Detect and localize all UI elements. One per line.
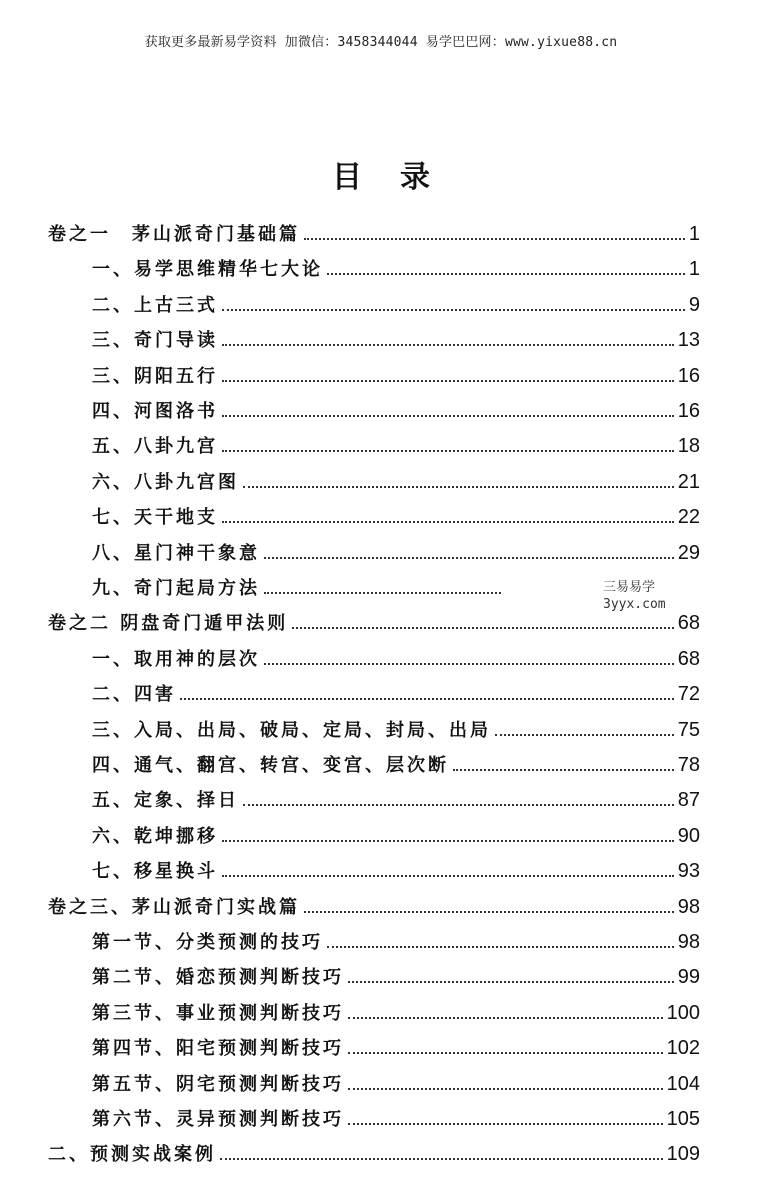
toc-entry-page: 22 <box>677 506 700 529</box>
toc-entry-label: 二、上古三式 <box>92 294 218 316</box>
toc-entry-page: 102 <box>666 1037 700 1060</box>
toc-entry-page: 105 <box>666 1108 700 1130</box>
toc-entry[interactable] <box>48 885 700 919</box>
toc-entry-page: 104 <box>666 1072 700 1095</box>
toc-dot-leader <box>222 379 674 382</box>
toc-entry[interactable] <box>92 283 700 317</box>
toc-entry[interactable] <box>92 991 700 1025</box>
toc-dot-leader <box>222 520 674 523</box>
toc-entry[interactable] <box>92 1062 700 1096</box>
toc-dot-leader <box>453 768 674 771</box>
toc-entry[interactable] <box>92 531 700 565</box>
toc-entry-label: 三、入局、出局、破局、定局、封局、出局 <box>92 719 491 741</box>
toc-entry-page: 16 <box>677 400 700 422</box>
toc-dot-leader <box>222 414 674 417</box>
toc-dot-leader <box>222 449 674 452</box>
toc-entry[interactable] <box>92 743 700 777</box>
toc-entry-page: 29 <box>677 541 700 564</box>
toc-entry[interactable] <box>92 424 700 458</box>
toc-dot-leader <box>264 591 501 594</box>
toc-entry-label: 二、四害 <box>92 684 176 706</box>
toc-entry-page: 1 <box>688 223 700 245</box>
toc-entry[interactable] <box>92 1097 700 1131</box>
toc-entry-label: 七、天干地支 <box>92 507 218 529</box>
toc-dot-leader <box>348 980 674 983</box>
toc-dot-leader <box>292 626 673 629</box>
toc-entry-label: 四、河图洛书 <box>92 401 218 422</box>
toc-entry-label: 三、阴阳五行 <box>92 365 218 387</box>
toc-entry-label: 第五节、阴宅预测判断技巧 <box>92 1073 344 1095</box>
toc-entry-page: 16 <box>677 364 700 387</box>
toc-dot-leader <box>222 308 685 311</box>
toc-dot-leader <box>304 910 674 913</box>
toc-entry[interactable] <box>92 814 700 848</box>
toc-entry[interactable] <box>92 389 700 423</box>
toc-entry-page: 68 <box>677 612 700 635</box>
toc-entry[interactable] <box>92 778 700 812</box>
toc-dot-leader <box>327 272 685 275</box>
toc-entry-page: 100 <box>666 1001 700 1024</box>
toc-entry-page: 98 <box>677 895 700 918</box>
toc-dot-leader <box>243 803 674 806</box>
toc-entry[interactable] <box>92 920 700 954</box>
toc-dot-leader <box>222 343 674 346</box>
toc-entry[interactable] <box>92 495 700 529</box>
toc-entry-label: 二、预测实战案例 <box>48 1144 216 1166</box>
toc-entry-page: 13 <box>677 329 700 352</box>
toc-entry-label: 三、奇门导读 <box>92 330 218 352</box>
toc-entry-label: 八、星门神干象意 <box>92 542 260 564</box>
toc-entry-label: 五、定象、择日 <box>92 790 239 812</box>
toc-dot-leader <box>348 1016 663 1019</box>
toc-entry[interactable] <box>92 955 700 989</box>
toc-entry-page: 93 <box>677 860 700 883</box>
toc-entry-page: 68 <box>677 647 700 670</box>
toc-entry-label: 六、乾坤挪移 <box>92 825 218 847</box>
toc-dot-leader <box>264 662 674 665</box>
toc-entry-label: 卷之一 茅山派奇门基础篇 <box>48 224 300 245</box>
toc-entry[interactable] <box>92 247 700 281</box>
toc-dot-leader <box>220 1157 663 1160</box>
toc-entry-page: 21 <box>677 470 700 493</box>
toc-entry[interactable] <box>92 637 700 671</box>
toc-entry[interactable] <box>48 1132 700 1166</box>
toc-entry-page: 72 <box>677 683 700 706</box>
toc-entry[interactable] <box>92 1026 700 1060</box>
toc-entry-page: 98 <box>677 931 700 953</box>
toc-dot-leader <box>222 839 674 842</box>
toc-dot-leader <box>348 1087 663 1090</box>
toc-dot-leader <box>264 556 674 559</box>
toc-entry-label: 四、通气、翻宫、转宫、变宫、层次断 <box>92 755 449 776</box>
toc-entry-page: 109 <box>666 1143 700 1166</box>
page-header: 获取更多最新易学资料 加微信：3458344044 易学巴巴网：www.yixue88.cn <box>144 35 618 50</box>
toc-dot-leader <box>180 697 674 700</box>
toc-entry-label: 第六节、灵异预测判断技巧 <box>92 1109 344 1130</box>
toc-entry-label: 五、八卦九宫 <box>92 436 218 458</box>
toc-entry-label: 七、移星换斗 <box>92 861 218 883</box>
toc-entry[interactable] <box>92 566 505 600</box>
toc-entry-label: 卷之二 阴盘奇门遁甲法则 <box>48 613 289 635</box>
toc-dot-leader <box>222 874 674 877</box>
toc-entry[interactable] <box>92 460 700 494</box>
toc-entry-label: 卷之三、茅山派奇门实战篇 <box>48 896 300 918</box>
toc-dot-leader <box>348 1051 663 1054</box>
toc-entry-page: 75 <box>677 718 700 741</box>
toc-entry[interactable] <box>92 318 700 352</box>
toc-entry-label: 第四节、阳宅预测判断技巧 <box>92 1038 344 1060</box>
toc-entry-label: 第二节、婚恋预测判断技巧 <box>92 967 344 989</box>
watermark-line1: 三易易学 <box>603 580 656 595</box>
toc-dot-leader <box>327 945 674 948</box>
toc-entry[interactable] <box>92 708 700 742</box>
toc-dot-leader <box>304 237 685 240</box>
toc-entry-page: 9 <box>688 293 700 316</box>
toc-dot-leader <box>348 1122 663 1125</box>
toc-entry[interactable] <box>92 849 700 883</box>
toc-entry-page: 1 <box>688 258 700 281</box>
toc-entry-label: 九、奇门起局方法 <box>92 578 260 599</box>
toc-entry-label: 第三节、事业预测判断技巧 <box>92 1002 344 1024</box>
toc-entry[interactable] <box>48 212 700 246</box>
toc-entry-page: 87 <box>677 789 700 812</box>
toc-dot-leader <box>243 485 674 488</box>
toc-entry-page: 90 <box>677 824 700 847</box>
toc-entry-page: 18 <box>677 435 700 458</box>
watermark-line2: 3yyx.com <box>603 597 666 612</box>
toc-entry[interactable] <box>92 672 700 706</box>
toc-entry[interactable] <box>92 354 700 388</box>
toc-entry-label: 一、易学思维精华七大论 <box>92 259 323 281</box>
toc-entry-label: 第一节、分类预测的技巧 <box>92 932 323 953</box>
toc-dot-leader <box>495 733 674 736</box>
toc-entry-label: 一、取用神的层次 <box>92 648 260 670</box>
toc-entry-page: 78 <box>677 754 700 776</box>
page-title: 目录 <box>332 160 468 195</box>
toc-entry-label: 六、八卦九宫图 <box>92 471 239 493</box>
toc-entry-page: 99 <box>677 966 700 989</box>
